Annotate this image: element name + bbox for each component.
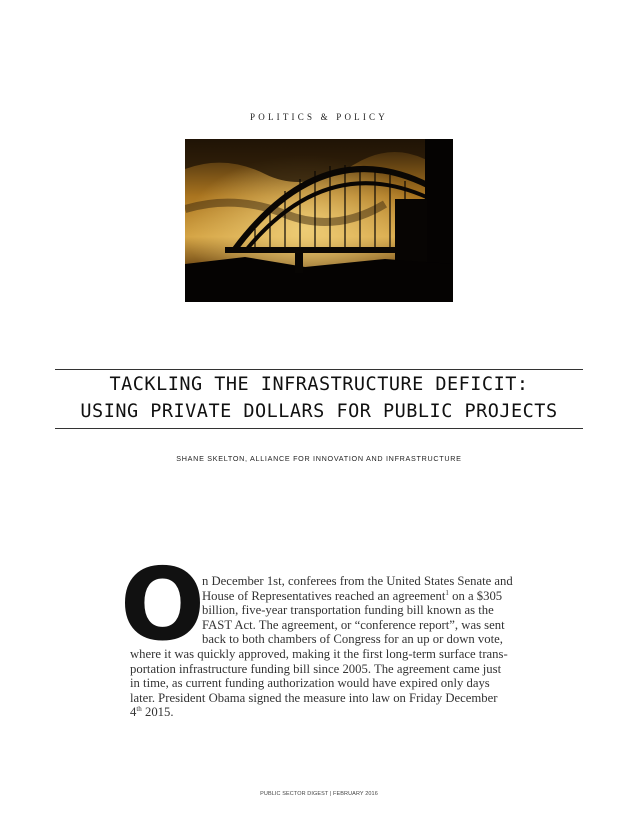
footnote-ref[interactable]: 1 <box>445 588 449 597</box>
body-line: later. President Obama signed the measure into law on Friday December <box>130 690 498 705</box>
bridge-photo-icon <box>185 139 453 302</box>
section-label: POLITICS & POLICY <box>250 112 388 122</box>
page-footer: PUBLIC SECTOR DIGEST | FEBRUARY 2016 <box>260 791 378 797</box>
body-line: House of Representatives reached an agreement$^1$ on a $305 <box>202 588 503 603</box>
title-rule-bottom <box>55 428 583 429</box>
article-title-line-1: TACKLING THE INFRASTRUCTURE DEFICIT: <box>109 374 529 395</box>
body-line: billion, five-year transportation funding bill known as the <box>202 603 494 618</box>
article-title-line-2: USING PRIVATE DOLLARS FOR PUBLIC PROJECTS <box>80 401 558 422</box>
body-line: FAST Act. The agreement, or “conference report”, was sent <box>202 617 505 632</box>
body-line: n December 1st, conferees from the United States Senate and <box>202 574 513 588</box>
title-rule-top <box>55 369 583 370</box>
hero-image <box>185 139 453 302</box>
body-line: back to both chambers of Congress for an up or down vote, <box>202 632 503 647</box>
body-line: portation infrastructure funding bill since 2005. The agreement came just <box>130 661 502 676</box>
body-line: in time, as current funding authorization would have expired only days <box>130 676 490 691</box>
drop-cap: O <box>120 546 206 663</box>
body-line: 4th 2015. <box>130 705 174 720</box>
author-byline: SHANE SKELTON, ALLIANCE FOR INNOVATION AND INFRASTRUCTURE <box>176 454 462 463</box>
body-line: where it was quickly approved, making it the first long-term surface trans- <box>130 647 508 661</box>
